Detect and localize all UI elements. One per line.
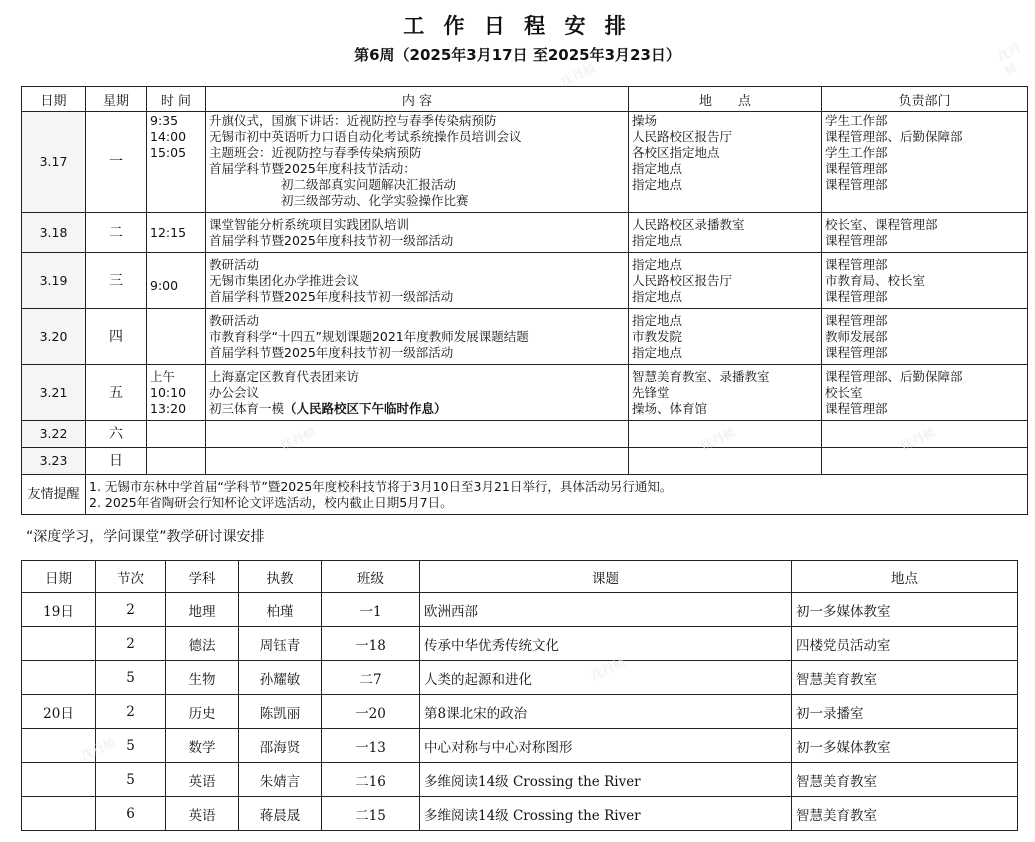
lesson-teacher: 柏瑾	[239, 593, 322, 627]
reminder-item: 1. 无锡市东林中学首届“学科节”暨2025年度校科技节将于3月10日至3月21日举行，具体活动另行通知。	[89, 478, 673, 494]
row-places	[629, 365, 822, 421]
row-times	[147, 213, 206, 253]
lesson-date: 20日	[22, 695, 96, 729]
lesson-date: 19日	[22, 593, 96, 627]
row-times	[147, 365, 206, 421]
lesson-class: 二15	[322, 797, 420, 831]
lesson-row	[22, 661, 1018, 695]
content-item: 首届学科节暨2025年度科技节初一级部活动	[209, 344, 454, 360]
lesson-location: 初一多媒体教室	[792, 729, 1018, 763]
schedule-row	[22, 112, 1028, 213]
row-contents	[206, 112, 629, 213]
watermark: 沈丹桢	[588, 654, 628, 683]
place-item: 指定地点	[632, 344, 683, 360]
dept-item: 课程管理部	[825, 312, 888, 328]
dept-item: 课程管理部	[825, 177, 888, 192]
lesson-header-location: 地点	[792, 561, 1018, 593]
reminder-content	[86, 475, 1028, 515]
time-item: 15:05	[150, 145, 187, 160]
dept-item: 课程管理部	[825, 161, 888, 176]
content-item: 无锡市集团化办学推进会议	[209, 272, 360, 288]
lesson-header-row	[22, 561, 1018, 593]
content-item: 课堂智能分析系统项目实践团队培训	[209, 216, 410, 232]
lesson-teacher: 邵海贤	[239, 729, 322, 763]
lesson-class: 一1	[322, 593, 420, 627]
row-times	[147, 112, 206, 213]
lesson-subject: 英语	[166, 763, 239, 797]
reminder-item: 2. 2025年省陶研会行知杯论文评选活动，校内截止日期5月7日。	[89, 494, 453, 510]
lesson-topic: 多维阅读14级 Crossing the River	[420, 797, 792, 831]
lesson-location: 初一多媒体教室	[792, 593, 1018, 627]
time-item: 13:20	[150, 400, 187, 416]
row-weekday: 六	[86, 421, 147, 448]
content-item: 办公会议	[209, 384, 260, 400]
lesson-row	[22, 593, 1018, 627]
row-date: 3.21	[22, 365, 86, 421]
lesson-period: 5	[96, 661, 166, 695]
row-places	[629, 253, 822, 309]
lesson-row	[22, 797, 1018, 831]
lesson-subject: 历史	[166, 695, 239, 729]
watermark: 沈丹桢	[278, 424, 318, 453]
lesson-teacher: 陈凯丽	[239, 695, 322, 729]
header-place: 地 点	[629, 87, 822, 112]
dept-item: 校长室、课程管理部	[825, 216, 938, 232]
row-depts	[822, 309, 1028, 365]
lesson-topic: 人类的起源和进化	[420, 661, 792, 695]
dept-item: 课程管理部、后勤保障部	[825, 368, 963, 384]
lesson-header-topic: 课题	[420, 561, 792, 593]
place-item: 指定地点	[632, 256, 683, 272]
lesson-period: 6	[96, 797, 166, 831]
reminder-row	[22, 475, 1028, 515]
place-item: 人民路校区报告厅	[632, 272, 733, 288]
lesson-row	[22, 695, 1018, 729]
row-contents	[206, 448, 629, 475]
lesson-period: 2	[96, 695, 166, 729]
lesson-subject: 地理	[166, 593, 239, 627]
lesson-topic: 第8课北宋的政治	[420, 695, 792, 729]
lesson-date	[22, 729, 96, 763]
dept-item: 学生工作部	[825, 145, 888, 160]
content-item	[209, 401, 625, 417]
lesson-subject: 英语	[166, 797, 239, 831]
lesson-subject: 生物	[166, 661, 239, 695]
lesson-date	[22, 627, 96, 661]
header-dept: 负责部门	[822, 87, 1028, 112]
row-contents	[206, 365, 629, 421]
lesson-teacher: 周钰青	[239, 627, 322, 661]
place-item: 市教发院	[632, 328, 683, 344]
schedule-table	[21, 86, 1028, 515]
content-item: 教研活动	[209, 312, 260, 328]
dept-item: 学生工作部	[825, 113, 888, 128]
watermark: 沈丹桢	[78, 734, 118, 763]
time-item: 9:35	[150, 113, 179, 128]
row-depts	[822, 112, 1028, 213]
row-depts	[822, 365, 1028, 421]
row-contents	[206, 253, 629, 309]
row-times	[147, 421, 206, 448]
content-item: 升旗仪式，国旗下讲话：近视防控与春季传染病预防	[209, 113, 497, 128]
lesson-header-subject: 学科	[166, 561, 239, 593]
lesson-location: 智慧美育教室	[792, 661, 1018, 695]
time-item: 9:00	[150, 277, 179, 293]
row-weekday: 三	[86, 253, 147, 309]
row-places	[629, 213, 822, 253]
content-item: 市教育科学“十四五”规划课题2021年度教师发展课题结题	[209, 328, 529, 344]
schedule-row	[22, 309, 1028, 365]
lesson-topic: 欧洲西部	[420, 593, 792, 627]
lesson-period: 2	[96, 593, 166, 627]
schedule-row	[22, 448, 1028, 475]
lesson-teacher: 朱婧言	[239, 763, 322, 797]
watermark: 沈丹桢	[698, 424, 738, 453]
header-weekday: 星期	[86, 87, 147, 112]
row-depts	[822, 448, 1028, 475]
place-item: 指定地点	[632, 288, 683, 304]
lesson-period: 5	[96, 763, 166, 797]
row-date: 3.18	[22, 213, 86, 253]
row-depts	[822, 253, 1028, 309]
lesson-class: 一13	[322, 729, 420, 763]
lesson-location: 四楼党员活动室	[792, 627, 1018, 661]
place-item: 智慧美育教室、录播教室	[632, 368, 770, 384]
place-item: 各校区指定地点	[632, 145, 720, 160]
lesson-class: 二7	[322, 661, 420, 695]
place-item: 指定地点	[632, 312, 683, 328]
dept-item: 课程管理部、后勤保障部	[825, 129, 963, 144]
lesson-class: 一18	[322, 627, 420, 661]
row-times	[147, 309, 206, 365]
row-contents	[206, 309, 629, 365]
time-item: 14:00	[150, 129, 187, 144]
lesson-subject: 数学	[166, 729, 239, 763]
row-places	[629, 112, 822, 213]
row-places	[629, 309, 822, 365]
dept-item: 市教育局、校长室	[825, 272, 926, 288]
time-item: 上午	[150, 368, 176, 384]
schedule-row	[22, 213, 1028, 253]
content-item: 无锡市初中英语听力口语自动化考试系统操作员培训会议	[209, 129, 522, 144]
row-date: 3.23	[22, 448, 86, 475]
row-times	[147, 448, 206, 475]
content-item: 初二级部真实问题解决汇报活动	[281, 177, 457, 192]
row-depts	[822, 421, 1028, 448]
place-item: 人民路校区报告厅	[632, 129, 733, 144]
row-places	[629, 448, 822, 475]
lesson-header-teacher: 执教	[239, 561, 322, 593]
content-item: 首届学科节暨2025年度科技节初一级部活动	[209, 288, 454, 304]
watermark: 沈丹桢	[558, 60, 598, 89]
week-subtitle: 第6周（2025年3月17日 至2025年3月23日）	[354, 46, 681, 64]
page-title: 工 作 日 程 安 排	[403, 14, 632, 38]
lesson-row	[22, 627, 1018, 661]
row-weekday: 五	[86, 365, 147, 421]
lesson-date	[22, 661, 96, 695]
content-item: 教研活动	[209, 256, 260, 272]
lesson-header-period: 节次	[96, 561, 166, 593]
place-item: 人民路校区录播教室	[632, 216, 745, 232]
content-text: 初三体育一模	[209, 400, 285, 416]
schedule-row	[22, 365, 1028, 421]
row-date: 3.20	[22, 309, 86, 365]
lesson-topic: 多维阅读14级 Crossing the River	[420, 763, 792, 797]
lesson-period: 2	[96, 627, 166, 661]
row-contents	[206, 421, 629, 448]
header-content: 内 容	[206, 87, 629, 112]
dept-item: 课程管理部	[825, 400, 888, 416]
reminder-label: 友情提醒	[22, 475, 86, 515]
lesson-location: 智慧美育教室	[792, 797, 1018, 831]
schedule-row	[22, 421, 1028, 448]
row-places	[629, 421, 822, 448]
place-item: 操场	[632, 113, 658, 128]
schedule-row	[22, 253, 1028, 309]
lesson-date	[22, 797, 96, 831]
lesson-date	[22, 763, 96, 797]
dept-item: 校长室	[825, 384, 863, 400]
lesson-class: 一20	[322, 695, 420, 729]
lesson-teacher: 蒋晨晟	[239, 797, 322, 831]
row-weekday: 二	[86, 213, 147, 253]
lesson-header-date: 日期	[22, 561, 96, 593]
lesson-class: 二16	[322, 763, 420, 797]
schedule-note-bold: （人民路校区下午临时作息）	[284, 400, 447, 416]
lesson-location: 智慧美育教室	[792, 763, 1018, 797]
content-item: 首届学科节暨2025年度科技节初一级部活动	[209, 232, 454, 248]
lesson-header-class: 班级	[322, 561, 420, 593]
row-date: 3.17	[22, 112, 86, 213]
lesson-row	[22, 763, 1018, 797]
row-date: 3.22	[22, 421, 86, 448]
row-date: 3.19	[22, 253, 86, 309]
lesson-teacher: 孙耀敏	[239, 661, 322, 695]
watermark: 沈丹桢	[898, 424, 938, 453]
place-item: 指定地点	[632, 161, 683, 176]
lesson-section-title: “深度学习，学问课堂”教学研讨课安排	[26, 529, 265, 545]
lesson-subject: 德法	[166, 627, 239, 661]
header-time: 时 间	[147, 87, 206, 112]
place-item: 先锋堂	[632, 384, 670, 400]
content-item: 上海嘉定区教育代表团来访	[209, 368, 360, 384]
time-item: 12:15	[150, 224, 187, 240]
lesson-topic: 中心对称与中心对称图形	[420, 729, 792, 763]
dept-item: 教师发展部	[825, 328, 888, 344]
place-item: 指定地点	[632, 177, 683, 192]
time-item: 10:10	[150, 384, 187, 400]
content-item: 主题班会：近视防控与春季传染病预防	[209, 145, 422, 160]
dept-item: 课程管理部	[825, 256, 888, 272]
content-item: 初三级部劳动、化学实验操作比赛	[281, 193, 469, 208]
schedule-header-row	[22, 87, 1028, 112]
dept-item: 课程管理部	[825, 288, 888, 304]
place-item: 操场、体育馆	[632, 400, 708, 416]
row-contents	[206, 213, 629, 253]
row-depts	[822, 213, 1028, 253]
row-times	[147, 253, 206, 309]
header-date: 日期	[22, 87, 86, 112]
row-weekday: 四	[86, 309, 147, 365]
row-weekday: 一	[86, 112, 147, 213]
content-item: 首届学科节暨2025年度科技节活动：	[209, 161, 416, 176]
lesson-table	[21, 560, 1018, 831]
place-item: 指定地点	[632, 232, 683, 248]
dept-item: 课程管理部	[825, 232, 888, 248]
dept-item: 课程管理部	[825, 344, 888, 360]
lesson-row	[22, 729, 1018, 763]
lesson-topic: 传承中华优秀传统文化	[420, 627, 792, 661]
watermark: 沈丹桢	[995, 40, 1023, 79]
lesson-period: 5	[96, 729, 166, 763]
lesson-location: 初一录播室	[792, 695, 1018, 729]
row-weekday: 日	[86, 448, 147, 475]
